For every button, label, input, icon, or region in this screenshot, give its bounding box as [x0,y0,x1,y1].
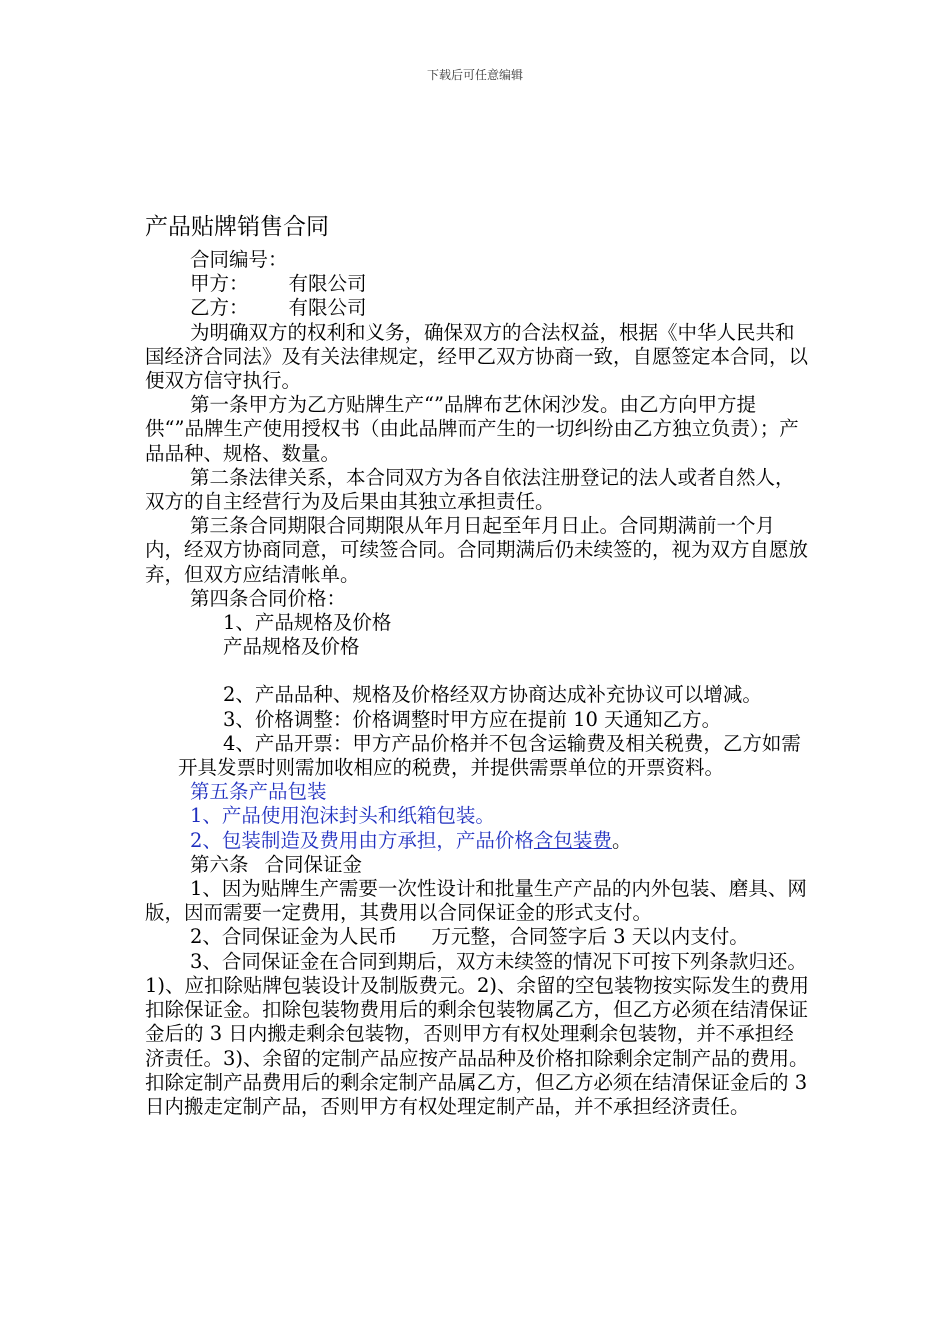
party-b-company: 有限公司 [288,296,367,320]
article-5-item-1: 1、产品使用泡沫封头和纸箱包装。 [190,804,495,828]
article-4-item-1: 1、产品规格及价格 [223,611,392,635]
article-6-item-2-a: 2、合同保证金为人民币 [190,925,398,949]
article-6-heading [145,853,810,877]
article-6-item-2-b: 万元整，合同签字后 3 天以内支付。 [431,925,749,949]
article-4-item-3: 3、价格调整：价格调整时甲方应在提前 10 天通知乙方。 [223,707,722,731]
article-6-item-1: 1、因为贴牌生产需要一次性设计和批量生产产品的内外包装、磨具、网版，因而需要一定费用，其费用以合同保证金的形式支付。 [145,877,807,925]
article-4-item-4: 4、产品开票：甲方产品价格并不包含运输费及相关税费，乙方如需开具发票时则需加收相应的税费，并提供需票单位的开票资料。 [178,731,801,780]
party-a-label: 甲方： [190,272,249,296]
party-a [145,272,810,296]
party-b-label: 乙方： [190,296,249,320]
article-4-item-1-table-caption: 产品规格及价格 [223,635,360,659]
spacer [145,659,810,683]
document-title: 产品贴牌销售合同 [145,214,329,240]
article-5-item-2-text: 2、包装制造及费用由方承担，产品价格 [190,828,534,852]
article-6-item-3: 3、合同保证金在合同到期后，双方未续签的情况下可按下列条款归还。1)、应扣除贴牌包装设计及制版费元。2)、余留的空包装物按实际发生的费用扣除保证金。扣除包装物费用后的剩余包装物属乙方，但乙方必须在结清保证金后的 3 日内搬走剩余包装物，否则甲方有权处理剩余包装物，并不承担经济责任。3)、余留的定制产品应按产品品种及价格扣除剩余定制产品的费用。扣除定制产品费用后的剩余定制产品属乙方，但乙方必须在结清保证金后的 3 日内搬走定制产品，否则甲方有权处理定制产品，并不承担经济责任。 [145,949,810,1118]
contract-number: 合同编号： [190,248,288,271]
contract-body [145,248,810,1119]
article-2: 第二条法律关系，本合同双方为各自依法注册登记的法人或者自然人，双方的自主经营行为及后果由其独立承担责任。 [145,465,795,514]
article-4-item-2: 2、产品品种、规格及价格经双方协商达成补充协议可以增减。 [223,683,762,707]
party-a-company: 有限公司 [288,272,367,296]
article-5-item-2-end: 。 [611,828,632,852]
article-6-item-2 [145,925,810,949]
article-5-item-2 [145,829,810,853]
article-5-heading: 第五条产品包装 [190,780,327,804]
article-4-heading: 第四条合同价格： [190,586,347,610]
article-5-item-2-link[interactable]: 含包装费 [533,828,612,852]
article-6-title: 合同保证金 [264,852,363,876]
article-1: 第一条甲方为乙方贴牌生产“”品牌布艺休闲沙发。由乙方向甲方提供“”品牌生产使用授权书（由此品牌而产生的一切纠纷由乙方独立负责）；产品品种、规格、数量。 [145,393,799,465]
page-header-note: 下载后可任意编辑 [426,68,523,82]
article-6-number: 第六条 [190,852,249,876]
article-3: 第三条合同期限合同期限从年月日起至年月日止。合同期满前一个月内，经双方协商同意，可续签合同。合同期满后仍未续签的，视为双方自愿放弃，但双方应结清帐单。 [145,514,809,586]
party-b [145,296,810,320]
intro-paragraph: 为明确双方的权利和义务，确保双方的合法权益，根据《中华人民共和国经济合同法》及有关法律规定，经甲乙双方协商一致，自愿签定本合同，以便双方信守执行。 [145,320,809,393]
